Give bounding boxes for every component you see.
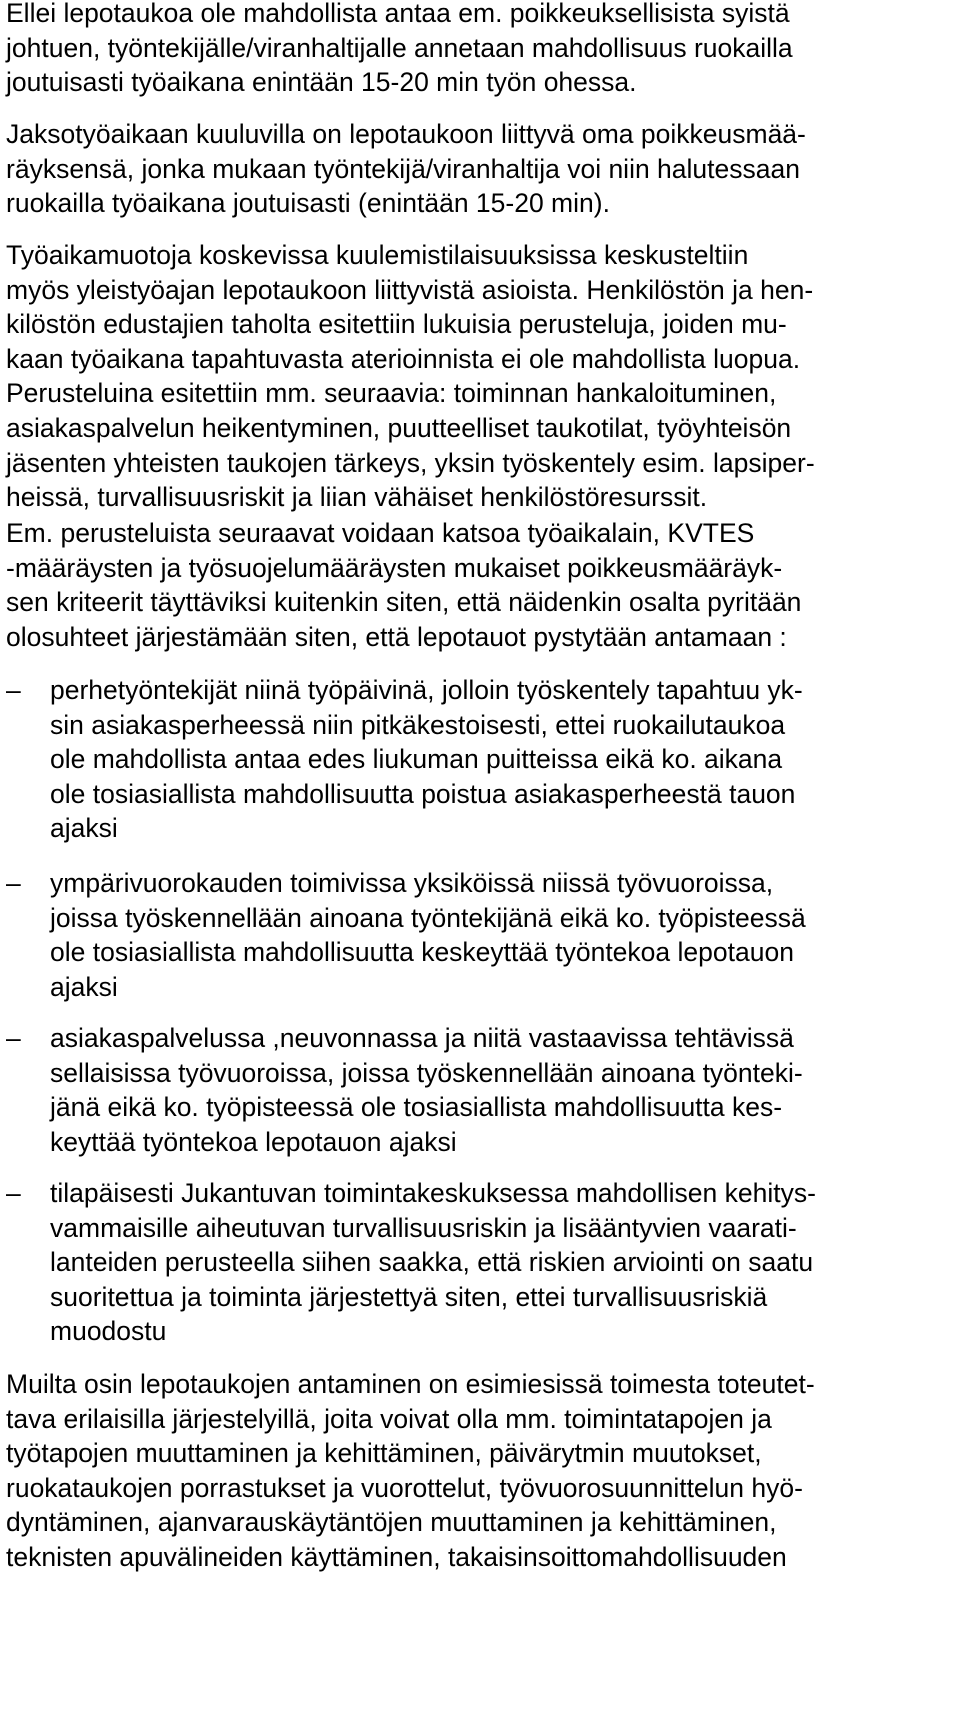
text-line: tilapäisesti Jukantuvan toimintakeskuksessa mahdollisen kehitys- <box>50 1178 816 1208</box>
text-line: suoritettua ja toiminta järjestettyä siten, ettei turvallisuusriskiä <box>50 1281 768 1312</box>
text-line: keyttää työntekoa lepotauon ajaksi <box>50 1126 457 1157</box>
text-line: johtuen, työntekijälle/viranhaltijalle annetaan mahdollisuus ruokailla <box>6 32 793 63</box>
text-line: ruokailla työaikana joutuisasti (enintään 15-20 min). <box>6 188 610 219</box>
text-line: sen kriteerit täyttäviksi kuitenkin siten, että näidenkin osalta pyritään <box>6 587 802 618</box>
text-line: dyntäminen, ajanvarauskäytäntöjen muuttaminen ja kehittäminen, <box>6 1507 777 1538</box>
text-line: tava erilaisilla järjestelyillä, joita voivat olla mm. toimintatapojen ja <box>6 1403 772 1434</box>
text-line: Perusteluina esitettiin mm. seuraavia: toiminnan hankaloituminen, <box>6 378 777 409</box>
text-line: räyksensä, jonka mukaan työntekijä/viranhaltija voi niin halutessaan <box>6 153 800 184</box>
text-line: Em. perusteluista seuraavat voidaan katsoa työaikalain, KVTES <box>6 518 755 548</box>
text-line: jäsenten yhteisten taukojen tärkeys, yksin työskentely esim. lapsiper- <box>6 447 815 478</box>
text-line: joutuisasti työaikana enintään 15-20 min työn ohessa. <box>6 67 637 98</box>
paragraph-justifications <box>6 516 801 654</box>
text-line: kaan työaikana tapahtuvasta aterioinnista ei ole mahdollista luopua. <box>6 343 801 374</box>
text-line: sellaisissa työvuoroissa, joissa työskennellään ainoana työnteki- <box>50 1057 803 1088</box>
text-line: joissa työskennellään ainoana työntekijänä eikä ko. työpisteessä <box>50 902 806 933</box>
text-line: ajaksi <box>50 813 118 844</box>
text-line: asiakaspalvelussa ,neuvonnassa ja niitä vastaavissa tehtävissä <box>50 1023 794 1053</box>
text-line: heissä, turvallisuusriskit ja liian vähäiset henkilöstöresurssit. <box>6 482 708 513</box>
text-line: ole tosiasiallista mahdollisuutta keskeyttää työntekoa lepotauon <box>50 937 794 968</box>
dash-bullet-icon: – <box>6 868 21 898</box>
text-line: Jaksotyöaikaan kuuluvilla on lepotaukoon liittyvä oma poikkeusmää- <box>6 119 806 149</box>
text-line: teknisten apuvälineiden käyttäminen, takaisinsoittomahdollisuuden <box>6 1541 787 1572</box>
text-line: jänä eikä ko. työpisteessä ole tosiasiallista mahdollisuutta kes- <box>50 1092 783 1123</box>
text-line: Työaikamuotoja koskevissa kuulemistilaisuuksissa keskusteltiin <box>6 240 749 270</box>
text-line: ympärivuorokauden toimivissa yksiköissä niissä työvuoroissa, <box>50 868 774 898</box>
text-line: työtapojen muuttaminen ja kehittäminen, päivärytmin muutokset, <box>6 1438 762 1469</box>
paragraph-lunch-exception <box>6 0 793 100</box>
text-line: sin asiakasperheessä niin pitkäkestoisesti, ettei ruokailutaukoa <box>50 709 786 740</box>
paragraph-period-work-time <box>6 117 806 221</box>
text-line: Ellei lepotaukoa ole mahdollista antaa em. poikkeuksellisista syistä <box>6 0 790 28</box>
text-line: lanteiden perusteella siihen saakka, että riskien arviointi on saatu <box>50 1247 814 1278</box>
paragraph-other-arrangements <box>6 1367 815 1575</box>
text-line: olosuhteet järjestämään siten, että lepotauot pystytään antamaan : <box>6 621 787 652</box>
text-line: ole tosiasiallista mahdollisuutta poistua asiakasperheestä tauon <box>50 778 796 809</box>
text-line: ruokataukojen porrastukset ja vuorottelut, työvuorosuunnittelun hyö- <box>6 1472 803 1503</box>
text-line: vammaisille aiheutuvan turvallisuusriskin ja lisääntyvien vaarati- <box>50 1212 797 1243</box>
text-line: ajaksi <box>50 971 118 1002</box>
dash-bullet-icon: – <box>6 675 21 705</box>
dash-bullet-icon: – <box>6 1178 21 1208</box>
text-line: asiakaspalvelun heikentyminen, puutteelliset taukotilat, työyhteisön <box>6 412 792 443</box>
text-line: kilöstön edustajien taholta esitettiin lukuisia perusteluja, joiden mu- <box>6 309 787 340</box>
dash-bullet-icon: – <box>6 1023 21 1053</box>
text-line: myös yleistyöajan lepotaukoon liittyvistä asioista. Henkilöstön ja hen- <box>6 274 814 305</box>
text-line: -määräysten ja työsuojelumääräysten mukaiset poikkeusmääräyk- <box>6 552 783 583</box>
paragraph-hearing-discussion <box>6 238 815 515</box>
text-line: perhetyöntekijät niinä työpäivinä, jolloin työskentely tapahtuu yk- <box>50 675 803 705</box>
text-line: muodostu <box>50 1316 167 1347</box>
text-line: ole mahdollista antaa edes liukuman puitteissa eikä ko. aikana <box>50 744 783 775</box>
text-line: Muilta osin lepotaukojen antaminen on esimiesissä toimesta toteutet- <box>6 1369 815 1399</box>
